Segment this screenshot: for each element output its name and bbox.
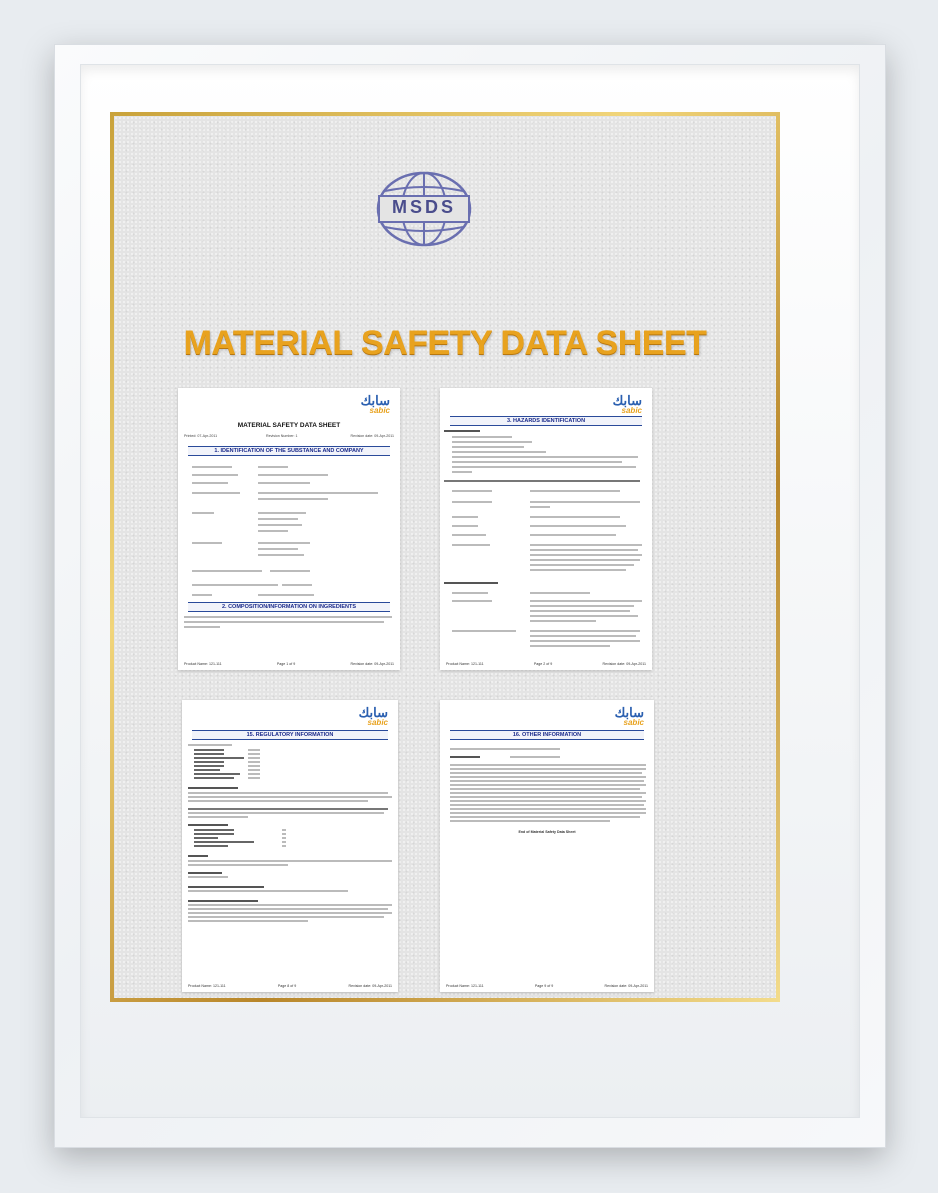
page-footer <box>188 984 392 988</box>
sabic-logo <box>361 394 390 415</box>
footer-page: Page 1 of 9 <box>276 662 296 666</box>
brand-arabic: سابك <box>358 705 388 720</box>
brand-latin: sabic <box>623 718 644 727</box>
msds-logo-text: MSDS <box>391 197 456 217</box>
brand-arabic: سابك <box>614 705 644 720</box>
section-heading-2: 2. COMPOSITION/INFORMATION ON INGREDIENTS <box>188 602 390 612</box>
print-date: Printed: 07-Apr-2011 <box>184 434 218 438</box>
poster-title: MATERIAL SAFETY DATA SHEET <box>183 324 707 362</box>
page-footer <box>184 662 394 666</box>
sds-page-3 <box>182 700 398 992</box>
brand-latin: sabic <box>369 406 390 415</box>
brand-arabic: سابك <box>360 393 390 408</box>
footer-revision: Revision date: 09-Apr-2011 <box>604 984 648 988</box>
brand-latin: sabic <box>367 718 388 727</box>
sabic-logo <box>615 706 644 727</box>
poster-mat <box>114 116 776 998</box>
sds-page-2 <box>440 388 652 670</box>
footer-product: Product Name: 121-111 <box>446 662 484 666</box>
footer-page: Page 8 of 9 <box>277 984 297 988</box>
page-footer <box>446 984 648 988</box>
end-of-sheet-note: End of Material Safety Data Sheet <box>518 830 576 834</box>
section-heading: 3. HAZARDS IDENTIFICATION <box>450 416 642 426</box>
sabic-logo <box>359 706 388 727</box>
footer-product: Product Name: 121-111 <box>184 662 222 666</box>
footer-product: Product Name: 121-111 <box>446 984 484 988</box>
sds-page-4 <box>440 700 654 992</box>
msds-globe-logo <box>369 169 479 249</box>
brand-latin: sabic <box>621 406 642 415</box>
footer-revision: Revision date: 09-Apr-2011 <box>602 662 646 666</box>
revision-date: Revision date: 09-Apr-2011 <box>350 434 394 438</box>
section-heading: 16. OTHER INFORMATION <box>450 730 644 740</box>
footer-revision: Revision date: 09-Apr-2011 <box>348 984 392 988</box>
sabic-logo <box>613 394 642 415</box>
section-heading: 15. REGULATORY INFORMATION <box>192 730 388 740</box>
page-footer <box>446 662 646 666</box>
footer-product: Product Name: 121-111 <box>188 984 226 988</box>
footer-revision: Revision date: 09-Apr-2011 <box>350 662 394 666</box>
footer-page: Page 9 of 9 <box>534 984 554 988</box>
sheet-doc-title: MATERIAL SAFETY DATA SHEET <box>237 422 341 429</box>
section-heading: 1. IDENTIFICATION OF THE SUBSTANCE AND COMPANY <box>188 446 390 456</box>
brand-arabic: سابك <box>612 393 642 408</box>
gold-trim <box>110 112 780 1002</box>
revision-number: Revision Number: 1 <box>266 434 298 438</box>
footer-page: Page 2 of 9 <box>533 662 553 666</box>
sds-page-1 <box>178 388 400 670</box>
